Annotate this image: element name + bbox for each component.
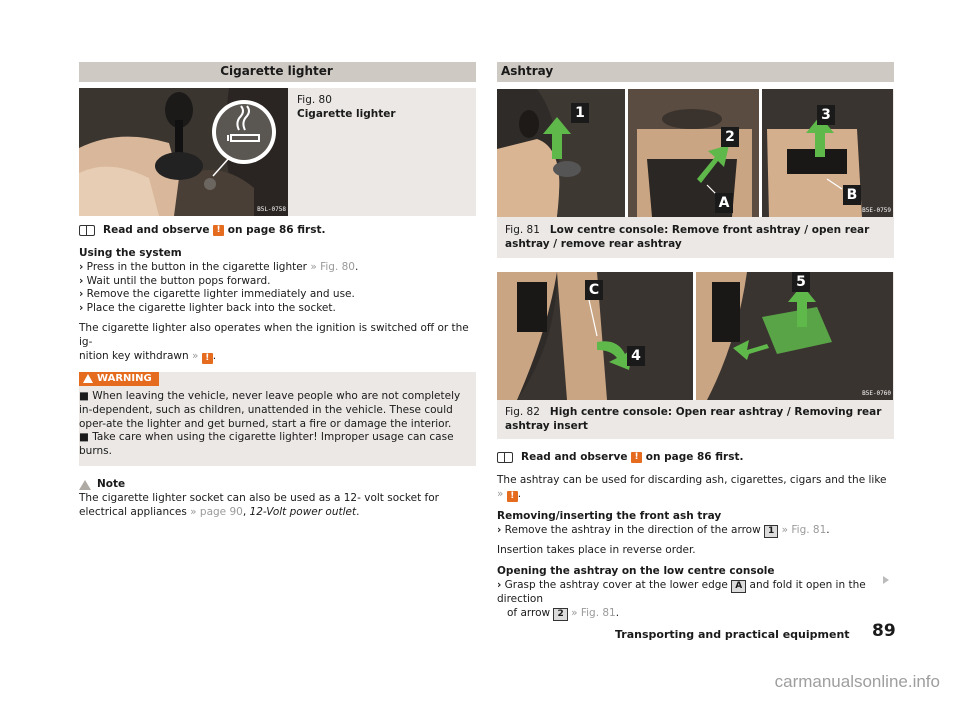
- warning-item-2: ■ Take care when using the cigarette lighter! Improper usage can case burns.: [79, 431, 454, 458]
- warning-link[interactable]: »: [192, 349, 199, 362]
- note-label: Note: [97, 478, 126, 491]
- figure-81-box: [497, 89, 894, 258]
- note-sep: ,: [242, 505, 250, 518]
- step-bullet-icon: ›: [79, 274, 84, 287]
- edge-A-badge: A: [731, 580, 746, 593]
- note-italic: 12-Volt power outlet: [249, 505, 357, 518]
- ashtray-text: The ashtray can be used for discarding ash, cigarettes, cigars and the like: [497, 473, 887, 486]
- fig81-label-1: 1: [571, 103, 589, 123]
- warning-box: [79, 372, 476, 466]
- read-observe-pre: Read and observe: [521, 451, 628, 463]
- warning-link[interactable]: »: [497, 487, 504, 500]
- remove-step: [497, 524, 894, 538]
- step-text: Remove the cigarette lighter immediately and use.: [86, 288, 355, 301]
- warning-triangle-icon: [83, 374, 93, 383]
- step-text: Press in the button in the cigarette lighter: [86, 260, 311, 273]
- figure-80-ref: B5L-0758: [257, 206, 286, 214]
- open-step-mid: and fold it open in the direction: [497, 579, 866, 606]
- open-step-end: .: [615, 607, 620, 620]
- fig81-label-A: A: [715, 193, 733, 213]
- remove-step-text: Remove the ashtray in the direction of the arrow: [504, 523, 765, 536]
- ignition-paragraph: The cigarette lighter also operates when the ignition is switched off or the ig- nition key withdrawn » ! .: [79, 322, 469, 363]
- warning-icon: !: [507, 491, 518, 502]
- step-bullet-icon: ›: [79, 288, 84, 301]
- fig82-label-C: C: [585, 280, 603, 300]
- using-heading: Using the system: [79, 246, 182, 259]
- step-item: [79, 288, 476, 302]
- figure-82-number: Fig. 82: [505, 406, 540, 418]
- figure-80-number: Fig. 80: [297, 94, 332, 106]
- note-text: [79, 492, 476, 520]
- ashtray-high-console-photo: [497, 272, 893, 400]
- figure-80-caption: [297, 94, 396, 122]
- ignition-line2: nition key withdrawn: [79, 349, 193, 362]
- book-icon: [497, 452, 513, 463]
- figure-82-caption: [505, 406, 885, 434]
- step-text: Place the cigarette lighter back into the socket.: [86, 302, 336, 315]
- step-bullet-icon: ›: [497, 523, 502, 536]
- figure-82-box: [497, 272, 894, 439]
- book-icon: [79, 225, 95, 236]
- figure-80-title: Cigarette lighter: [297, 107, 396, 120]
- figure-80-photo: [79, 88, 288, 216]
- warning-header: [79, 372, 159, 386]
- steps-list: [79, 261, 476, 316]
- ashtray-paragraph: The ashtray can be used for discarding ash, cigarettes, cigars and the like » ! .: [497, 473, 887, 501]
- warning-icon: !: [213, 225, 224, 236]
- figure-81-ref: B5E-0759: [862, 207, 891, 215]
- read-observe-right: [497, 451, 894, 465]
- page-number: 89: [872, 621, 896, 641]
- left-column: [79, 62, 476, 520]
- warning-icon: !: [202, 353, 213, 364]
- figure-81-number: Fig. 81: [505, 224, 540, 236]
- ignition-line1: The cigarette lighter also operates when the ignition is switched off or the ig-: [79, 322, 469, 349]
- remove-step-end: .: [826, 523, 830, 536]
- step-bullet-icon: ›: [79, 260, 84, 273]
- open-step-text: Grasp the ashtray cover at the lower edge: [504, 579, 732, 592]
- figure-82-title: High centre console: Open rear ashtray / Removing rear ashtray insert: [505, 406, 882, 432]
- warning-label: WARNING: [97, 372, 152, 384]
- note-triangle-icon: [79, 480, 91, 490]
- right-column: [497, 62, 894, 621]
- warning-item-1: ■ When leaving the vehicle, never leave people who are not completely in-dependent, such as children, unattended in the vehicle. These could oper-ate the lighter and get burned, start a fire or damage the interior.: [79, 389, 461, 430]
- read-observe-post: on page 86 first.: [227, 224, 326, 236]
- figure-80-box: [79, 88, 476, 216]
- remove-heading: Removing/inserting the front ash tray: [497, 509, 722, 522]
- watermark: carmanualsonline.info: [774, 671, 940, 691]
- figure-81-title: Low centre console: Remove front ashtray / open rear ashtray / remove rear ashtray: [505, 224, 870, 250]
- read-observe-pre: Read and observe: [103, 224, 210, 236]
- fig81-label-2: 2: [721, 127, 739, 147]
- open-step-line2: of arrow: [507, 607, 554, 620]
- fig-81-link[interactable]: » Fig. 81: [778, 523, 827, 536]
- fig-81-link[interactable]: » Fig. 81: [567, 607, 616, 620]
- figure-82-ref: B5E-0760: [862, 390, 891, 398]
- fig82-label-5: 5: [792, 272, 810, 292]
- fig81-label-B: B: [843, 185, 861, 205]
- page-90-link[interactable]: » page 90: [190, 505, 243, 518]
- step-item: [79, 261, 476, 275]
- figure-82-photo: [497, 272, 893, 400]
- step-item: [79, 302, 476, 316]
- step-bullet-icon: ›: [79, 302, 84, 315]
- arrow-2-badge: 2: [553, 608, 567, 621]
- step-item: [79, 275, 476, 289]
- continue-arrow-icon: [883, 576, 889, 584]
- note-end: .: [356, 505, 360, 518]
- fig81-label-3: 3: [817, 105, 835, 125]
- step-text: Wait until the button pops forward.: [86, 274, 271, 287]
- footer-chapter: Transporting and practical equipment: [615, 628, 850, 641]
- warning-icon: !: [631, 452, 642, 463]
- open-heading: Opening the ashtray on the low centre console: [497, 565, 775, 578]
- step-bullet-icon: ›: [497, 579, 502, 592]
- section-title-cigarette-lighter: Cigarette lighter: [79, 62, 476, 82]
- warning-body: [79, 386, 476, 466]
- reverse-text: Insertion takes place in reverse order.: [497, 543, 696, 556]
- figure-81-caption: [505, 224, 885, 252]
- read-observe-post: on page 86 first.: [645, 451, 744, 463]
- figure-81-photo: [497, 89, 893, 217]
- fig82-label-4: 4: [627, 346, 645, 366]
- open-step: [497, 579, 894, 621]
- fig-80-link[interactable]: » Fig. 80: [310, 260, 355, 273]
- note-text-pre: The cigarette lighter socket can also be used as a 12- volt socket for electrical appliances: [79, 492, 439, 518]
- arrow-1-badge: 1: [764, 525, 778, 538]
- step-end: .: [354, 260, 359, 273]
- note-header: [79, 478, 476, 492]
- section-title-ashtray: Ashtray: [497, 62, 894, 82]
- cigarette-lighter-photo: [79, 88, 288, 216]
- read-observe-left: [79, 224, 476, 238]
